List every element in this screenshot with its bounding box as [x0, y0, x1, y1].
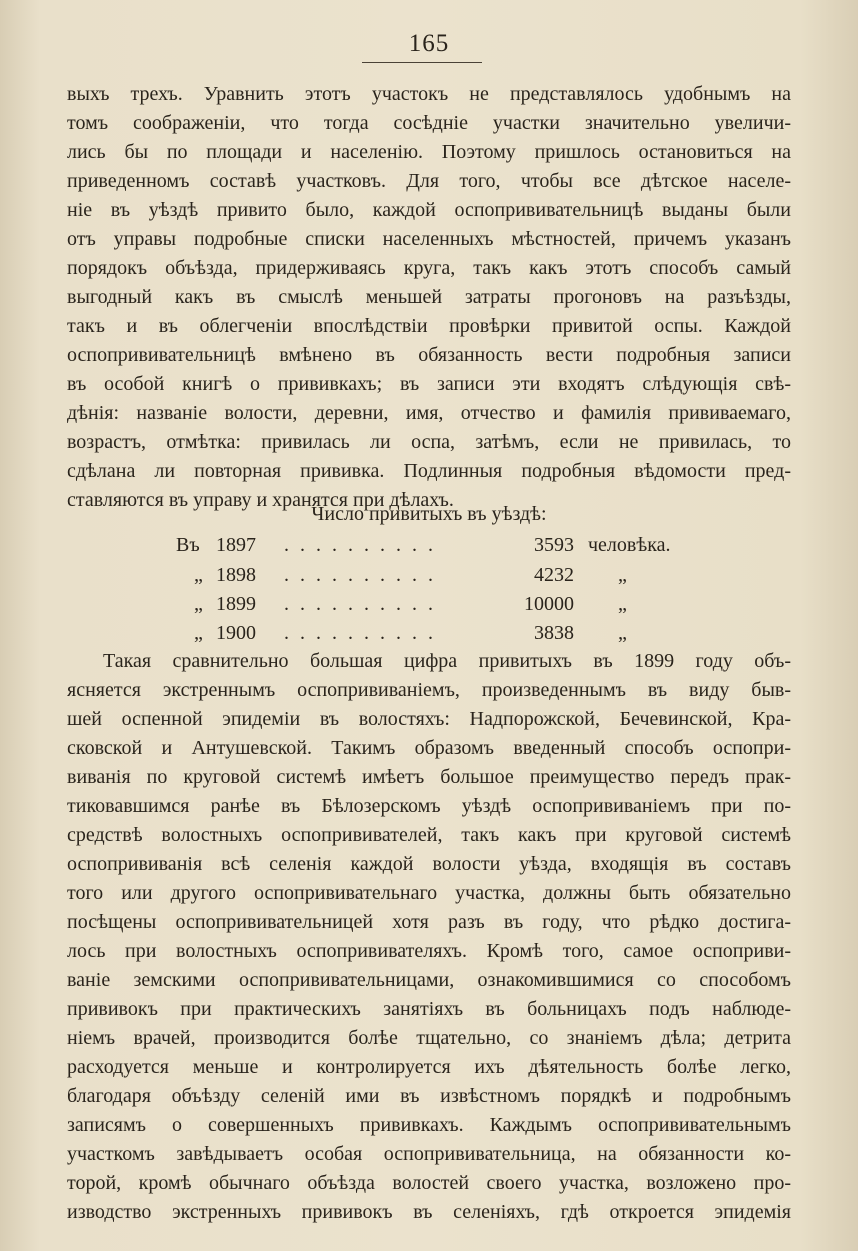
row-leader-dots: . . . . . . . . . . [284, 622, 436, 644]
text-line: шей оспенной эпидемiи въ волостяхъ: Надпорожской, Бечевинской, Кра- [67, 708, 791, 730]
row-year: 1899 [216, 593, 256, 615]
page-number: 165 [408, 30, 450, 57]
text-line: дѣнiя: названiе волости, деревни, имя, отчество и фамилiя прививаемаго, [67, 402, 791, 424]
text-line: расходуется меньше и контролируется ихъ дѣятельность болѣе легко, [67, 1056, 791, 1078]
row-ditto: „ [618, 622, 627, 644]
text-line: оспопрививательницѣ вмѣнено въ обязанность вести подробныя записи [67, 344, 791, 366]
text-line: средствѣ волостныхъ оспопрививателей, такъ какъ при круговой системѣ [67, 824, 791, 846]
row-leader-dots: . . . . . . . . . . [284, 593, 436, 615]
table-row [0, 561, 858, 590]
text-line: сковской и Антушевской. Такимъ образомъ введенный способъ оспопри- [67, 737, 791, 759]
row-ditto: „ [618, 564, 627, 586]
row-leader-dots: . . . . . . . . . . [284, 534, 436, 556]
text-line: лось при волостныхъ оспопрививателяхъ. Кромѣ того, самое оспоприви- [67, 940, 791, 962]
text-line: благодаря объѣзду селенiй ими въ извѣстномъ порядкѣ и подробнымъ [67, 1085, 791, 1107]
text-line: торой, кромѣ обычнаго объѣзда волостей своего участка, возложено про- [67, 1172, 791, 1194]
row-count: 3838 [534, 622, 574, 644]
text-line: ясняется экстреннымъ оспопрививанiемъ, произведеннымъ въ виду быв- [67, 679, 791, 701]
text-line: приведенномъ составѣ участковъ. Для того, чтобы все дѣтское населе- [67, 170, 791, 192]
text-line: участкомъ завѣдываетъ особая оспопрививательница, на обязанности ко- [67, 1143, 791, 1165]
text-line: виванiя по круговой системѣ имѣетъ большое преимущество передъ прак- [67, 766, 791, 788]
header-rule [362, 62, 482, 63]
row-year: 1897 [216, 534, 256, 556]
text-line: Такая сравнительно большая цифра привитыхъ въ 1899 году объ- [103, 650, 791, 672]
text-line: нiемъ врачей, производится болѣе тщательно, со знанiемъ дѣла; детрита [67, 1027, 791, 1049]
text-line: ванiе земскими оспопрививательницами, ознакомившимися со способомъ [67, 969, 791, 991]
text-line: выгодный какъ въ смыслѣ меньшей затраты прогоновъ на разъѣзды, [67, 286, 791, 308]
table-row [0, 590, 858, 619]
text-line: нiе въ уѣздѣ привито было, каждой оспопрививательницѣ выданы были [67, 199, 791, 221]
text-line: оспопрививанiя всѣ селенiя каждой волости уѣзда, входящiя въ составъ [67, 853, 791, 875]
row-count: 4232 [534, 564, 574, 586]
text-line: записямъ о совершенныхъ прививкахъ. Каждымъ оспопрививательнымъ [67, 1114, 791, 1136]
text-line: порядокъ объѣзда, придерживаясь круга, такъ какъ этотъ способъ самый [67, 257, 791, 279]
text-line: изводство экстренныхъ прививокъ въ селенiяхъ, гдѣ откроется эпидемiя [67, 1201, 791, 1223]
text-line: прививокъ при практическихъ занятiяхъ въ больницахъ подъ наблюде- [67, 998, 791, 1020]
text-line: возрастъ, отмѣтка: привилась ли оспа, затѣмъ, если не привилась, то [67, 431, 791, 453]
paragraph-1 [67, 80, 791, 515]
text-line: посѣщены оспопрививательницей хотя разъ въ году, что рѣдко достига- [67, 911, 791, 933]
table-row [0, 619, 858, 648]
row-prefix: „ [194, 564, 203, 586]
row-year: 1900 [216, 622, 256, 644]
text-line: тиковавшимся ранѣе въ Бѣлозерскомъ уѣздѣ оспопрививанiемъ при по- [67, 795, 791, 817]
text-line: сдѣлана ли повторная прививка. Подлинныя подробныя вѣдомости пред- [67, 460, 791, 482]
text-line: ставляются въ управу и хранятся при дѣлахъ. [67, 489, 454, 511]
row-ditto: „ [618, 593, 627, 615]
row-count: 10000 [524, 593, 574, 615]
text-line: того или другого оспопрививательнаго участка, должны быть обязательно [67, 882, 791, 904]
paragraph-2 [67, 647, 791, 1227]
text-line: томъ соображенiи, что тогда сосѣднiе участки значительно увеличи- [67, 112, 791, 134]
row-prefix: „ [194, 593, 203, 615]
row-leader-dots: . . . . . . . . . . [284, 564, 436, 586]
row-prefix: Въ [176, 534, 200, 556]
text-line: въ особой книгѣ о прививкахъ; въ записи эти входятъ слѣдующiя свѣ- [67, 373, 791, 395]
row-unit: человѣка. [588, 534, 671, 556]
text-line: лись бы по площади и населенiю. Поэтому пришлось остановиться на [67, 141, 791, 163]
text-line: такъ и въ облегченiи впослѣдствiи провѣрки привитой оспы. Каждой [67, 315, 791, 337]
table-caption: Число привитыхъ въ уѣздѣ: [311, 503, 547, 525]
row-prefix: „ [194, 622, 203, 644]
text-line: выхъ трехъ. Уравнить этотъ участокъ не представлялось удобнымъ на [67, 83, 791, 105]
table-row [0, 531, 858, 560]
row-count: 3593 [534, 534, 574, 556]
text-line: отъ управы подробные списки населенныхъ мѣстностей, причемъ указанъ [67, 228, 791, 250]
row-year: 1898 [216, 564, 256, 586]
